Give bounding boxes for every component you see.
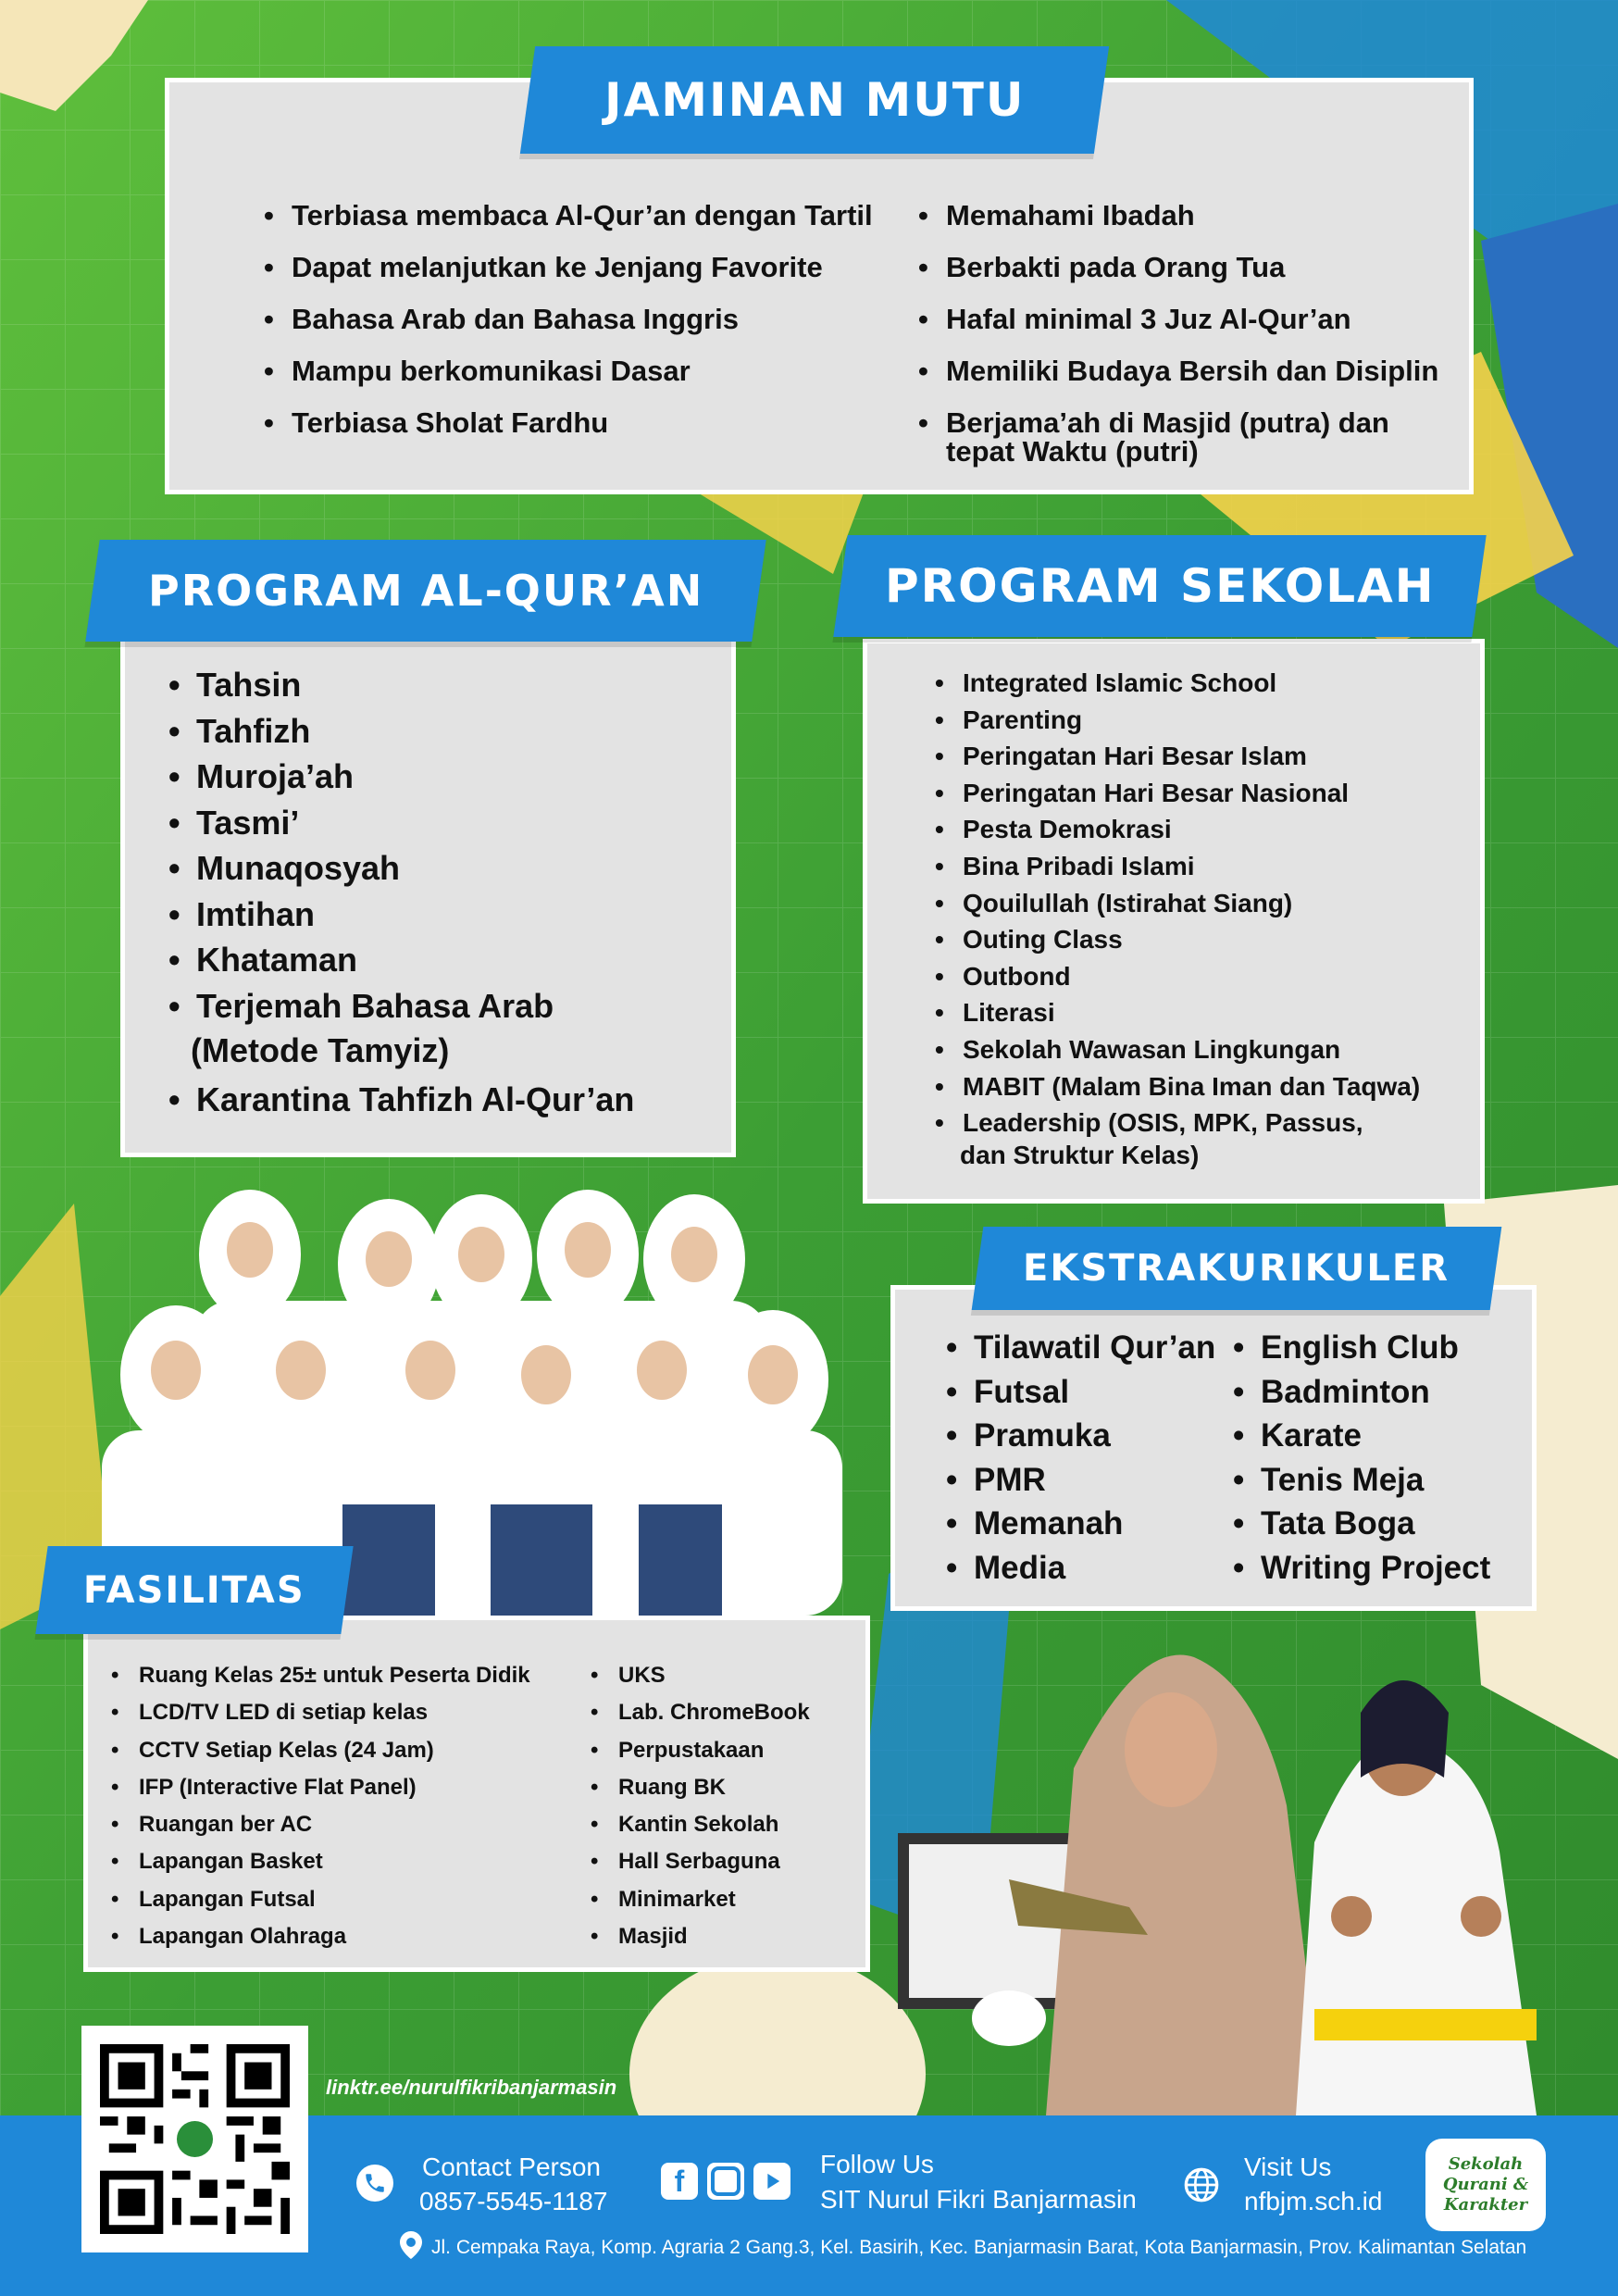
pq-list-item: • Terjemah Bahasa Arab xyxy=(196,983,554,1029)
globe-icon xyxy=(1183,2166,1220,2203)
program-quran-list xyxy=(196,662,554,1029)
ek-right-item: • Tenis Meja xyxy=(1261,1458,1490,1503)
fa-left-item: • Lapangan Futsal xyxy=(139,1881,530,1918)
fa-left-item: • Lapangan Basket xyxy=(139,1843,530,1880)
jaminan-mutu-left-list xyxy=(292,190,873,449)
ps-list-item: • Sekolah Wawasan Lingkungan xyxy=(963,1031,1420,1068)
ps-list-item: • Outbond xyxy=(963,958,1420,995)
linktree-link[interactable]: linktr.ee/nurulfikribanjarmasin xyxy=(326,2076,617,2099)
program-quran-last-list xyxy=(196,1077,634,1123)
students-feature-photo xyxy=(889,1602,1555,2115)
ek-left-item: • Pramuka xyxy=(974,1414,1215,1458)
jm-left-item: • Terbiasa Sholat Fardhu xyxy=(292,397,873,449)
program-sekolah-continuation: dan Struktur Kelas) xyxy=(960,1141,1200,1169)
program-quran-item: • Karantina Tahfizh Al-Qur’an xyxy=(196,1077,634,1123)
contact-phone[interactable]: 0857-5545-1187 xyxy=(419,2187,608,2215)
ekstrakurikuler-header xyxy=(972,1227,1502,1310)
ekstrakurikuler-right-list xyxy=(1261,1326,1490,1591)
fa-right-item: • Masjid xyxy=(618,1918,810,1955)
youtube-icon[interactable] xyxy=(753,2163,790,2200)
fa-left-item: • LCD/TV LED di setiap kelas xyxy=(139,1694,530,1731)
program-quran-header xyxy=(85,540,765,642)
program-quran-continuation: (Metode Tamyiz) xyxy=(191,1031,450,1069)
fa-left-item: • IFP (Interactive Flat Panel) xyxy=(139,1769,530,1806)
program-sekolah-header xyxy=(833,535,1486,637)
jaminan-mutu-header xyxy=(520,46,1109,154)
ek-right-item: • Karate xyxy=(1261,1414,1490,1458)
fa-right-item: • Perpustakaan xyxy=(618,1732,810,1769)
ekstrakurikuler-left-list xyxy=(974,1326,1215,1591)
pq-list-item: • Tahsin xyxy=(196,662,554,708)
pq-list-item: • Munaqosyah xyxy=(196,845,554,892)
fasilitas-header xyxy=(35,1546,353,1634)
pq-list-item: • Muroja’ah xyxy=(196,754,554,800)
jm-left-item: • Dapat melanjutkan ke Jenjang Favorite xyxy=(292,242,873,293)
ps-list-item: • Bina Pribadi Islami xyxy=(963,848,1420,885)
ps-list-item: • Peringatan Hari Besar Nasional xyxy=(963,775,1420,812)
jm-right-item: • Berjama’ah di Masjid (putra) dan xyxy=(946,397,1438,449)
ek-right-item: • English Club xyxy=(1261,1326,1490,1370)
ek-left-item: • Memanah xyxy=(974,1502,1215,1546)
instagram-icon[interactable] xyxy=(707,2163,744,2200)
contact-label: Contact Person xyxy=(422,2152,601,2181)
jaminan-mutu-right-list xyxy=(946,190,1438,449)
fa-left-item: • CCTV Setiap Kelas (24 Jam) xyxy=(139,1732,530,1769)
ekstrakurikuler-title: EKSTRAKURIKULER xyxy=(1023,1247,1450,1290)
ek-left-item: • Futsal xyxy=(974,1370,1215,1415)
fa-left-item: • Lapangan Olahraga xyxy=(139,1918,530,1955)
phone-icon-box xyxy=(356,2165,393,2202)
visit-label: Visit Us xyxy=(1244,2152,1332,2181)
ek-right-item: • Writing Project xyxy=(1261,1546,1490,1591)
ps-list-item: • Integrated Islamic School xyxy=(963,665,1420,702)
fa-left-item: • Ruangan ber AC xyxy=(139,1806,530,1843)
fa-right-item: • Ruang BK xyxy=(618,1769,810,1806)
ek-right-item: • Tata Boga xyxy=(1261,1502,1490,1546)
pq-list-item: • Khataman xyxy=(196,937,554,983)
pq-list-item: • Imtihan xyxy=(196,892,554,938)
program-quran-title: PROGRAM AL-QUR’AN xyxy=(147,566,704,616)
ps-list-item: • Outing Class xyxy=(963,921,1420,958)
follow-label: Follow Us xyxy=(820,2150,934,2178)
jm-right-item: • Memahami Ibadah xyxy=(946,190,1438,242)
fa-right-item: • Kantin Sekolah xyxy=(618,1806,810,1843)
ek-left-item: • PMR xyxy=(974,1458,1215,1503)
pq-list-item: • Tahfizh xyxy=(196,708,554,755)
jaminan-mutu-right-continuation: tepat Waktu (putri) xyxy=(946,435,1199,468)
fa-right-item: • Minimarket xyxy=(618,1881,810,1918)
follow-value[interactable]: SIT Nurul Fikri Banjarmasin xyxy=(820,2185,1137,2214)
school-logo-text: Sekolah Qurani & Karakter xyxy=(1442,2154,1529,2215)
ps-list-item: • Peringatan Hari Besar Islam xyxy=(963,738,1420,775)
program-sekolah-title: PROGRAM SEKOLAH xyxy=(884,559,1436,613)
fa-right-item: • UKS xyxy=(618,1657,810,1694)
fa-left-item: • Ruang Kelas 25± untuk Peserta Didik xyxy=(139,1657,530,1694)
jm-left-item: • Bahasa Arab dan Bahasa Inggris xyxy=(292,293,873,345)
ps-list-item: • Leadership (OSIS, MPK, Passus, xyxy=(963,1104,1420,1142)
ps-list-item: • Qouilullah (Istirahat Siang) xyxy=(963,885,1420,922)
jm-right-item: • Memiliki Budaya Bersih dan Disiplin xyxy=(946,345,1438,397)
location-pin-icon xyxy=(400,2231,422,2259)
jm-right-item: • Berbakti pada Orang Tua xyxy=(946,242,1438,293)
fa-right-item: • Hall Serbaguna xyxy=(618,1843,810,1880)
fa-right-item: • Lab. ChromeBook xyxy=(618,1694,810,1731)
ek-right-item: • Badminton xyxy=(1261,1370,1490,1415)
pq-list-item: • Tasmi’ xyxy=(196,800,554,846)
facebook-icon[interactable]: f xyxy=(661,2163,698,2200)
fasilitas-right-list xyxy=(618,1657,810,1955)
ps-list-item: • Pesta Demokrasi xyxy=(963,811,1420,848)
jaminan-mutu-title: JAMINAN MUTU xyxy=(604,73,1026,127)
fasilitas-left-list xyxy=(139,1657,530,1955)
qr-code-frame[interactable] xyxy=(81,2026,308,2252)
ps-list-item: • Parenting xyxy=(963,702,1420,739)
ps-list-item: • Literasi xyxy=(963,994,1420,1031)
fasilitas-title: FASILITAS xyxy=(83,1568,305,1612)
phone-icon xyxy=(363,2171,387,2195)
ek-left-item: • Tilawatil Qur’an xyxy=(974,1326,1215,1370)
program-sekolah-list xyxy=(963,665,1420,1142)
ek-left-item: • Media xyxy=(974,1546,1215,1591)
jm-left-item: • Mampu berkomunikasi Dasar xyxy=(292,345,873,397)
address: Jl. Cempaka Raya, Komp. Agraria 2 Gang.3, Kel. Basirih, Kec. Banjarmasin Barat, Kota Banjarmasin, Prov. Kalimantan Selatan xyxy=(431,2237,1527,2258)
jm-right-item: • Hafal minimal 3 Juz Al-Qur’an xyxy=(946,293,1438,345)
qr-code[interactable] xyxy=(100,2044,290,2234)
jm-left-item: • Terbiasa membaca Al-Qur’an dengan Tartil xyxy=(292,190,873,242)
website-link[interactable]: nfbjm.sch.id xyxy=(1244,2187,1383,2215)
ps-list-item: • MABIT (Malam Bina Iman dan Taqwa) xyxy=(963,1068,1420,1105)
school-logo xyxy=(1425,2139,1546,2231)
